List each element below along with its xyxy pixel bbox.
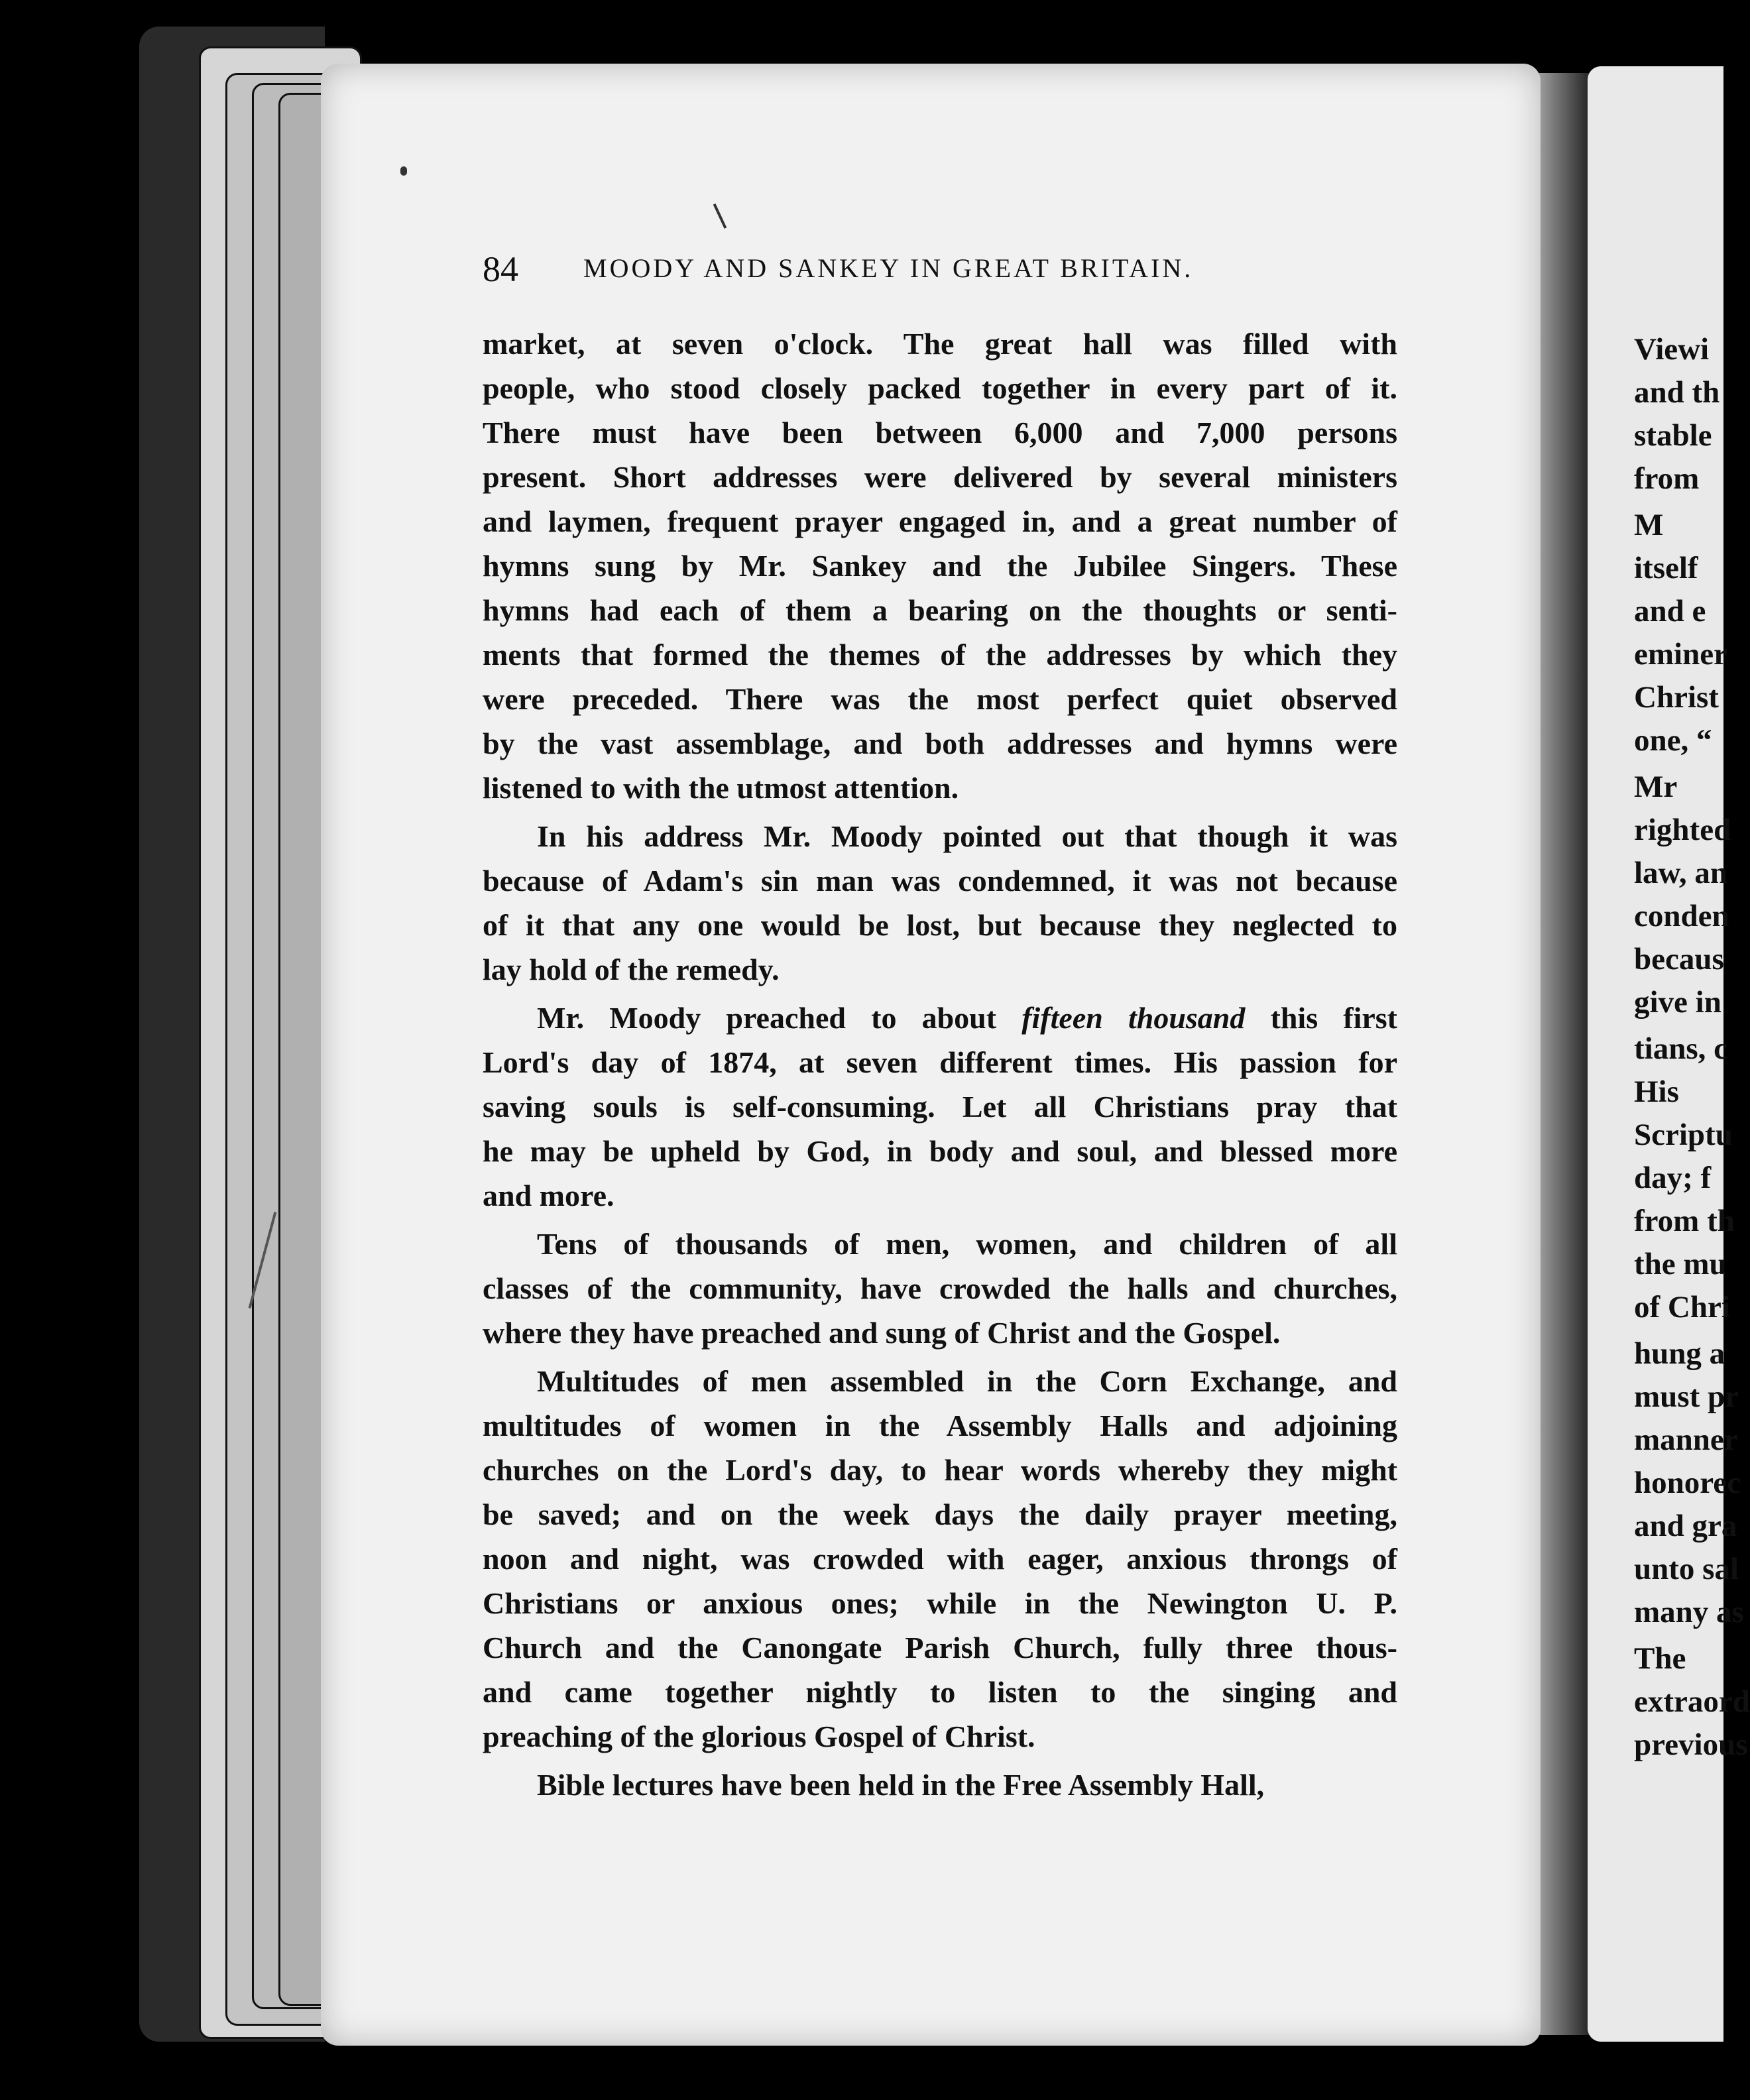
text-line: be saved; and on the week days the daily prayer meeting, [483, 1497, 1397, 1531]
paragraph [483, 996, 1397, 1218]
facing-page-text-fragment: from th [1634, 1204, 1735, 1238]
facing-page-text-fragment: one, “ [1634, 723, 1712, 758]
text-run: this first [1245, 1001, 1397, 1035]
facing-page-text-fragment: law, an [1634, 856, 1728, 890]
text-line: and came together nightly to listen to the singing and [483, 1675, 1397, 1709]
text-line: because of Adam's sin man was condemned, it was not because [483, 864, 1397, 898]
facing-page-text-fragment: manner [1634, 1423, 1738, 1457]
text-line: ments that formed the themes of the addresses by which they [483, 638, 1397, 671]
text-line: There must have been between 6,000 and 7,000 persons [483, 416, 1397, 449]
facing-page-text-fragment: and gra [1634, 1509, 1737, 1543]
text-line: In his address Mr. Moody pointed out that though it was [537, 819, 1397, 853]
facing-page-text-fragment: itself [1634, 551, 1698, 585]
text-line: Church and the Canongate Parish Church, fully three thous- [483, 1631, 1397, 1664]
facing-page-text-fragment: stable [1634, 418, 1712, 453]
text-line [483, 1173, 1397, 1218]
facing-page [1588, 66, 1750, 2042]
running-head: MOODY AND SANKEY IN GREAT BRITAIN. [583, 253, 1194, 283]
text-line: people, who stood closely packed together in every part of it. [483, 371, 1397, 405]
text-line: hymns sung by Mr. Sankey and the Jubilee Singers. These [483, 549, 1397, 583]
facing-page-text-fragment: give in [1634, 985, 1721, 1020]
facing-page-text-fragment: from [1634, 461, 1700, 496]
facing-page-text-fragment: unto sal [1634, 1552, 1739, 1586]
facing-page-text-fragment: conden [1634, 899, 1729, 933]
italic-text-run: fifteen thousand [1021, 1001, 1246, 1035]
paragraph [483, 321, 1397, 810]
text-line: hymns had each of them a bearing on the thoughts or senti- [483, 593, 1397, 627]
facing-page-text-fragment: eminer [1634, 637, 1727, 671]
facing-page-text-fragment: His [1634, 1075, 1679, 1109]
text-run: and more. [483, 1179, 614, 1212]
paragraph [483, 1763, 1397, 1807]
text-run: Lord's day of 1874, at seven different times. His passion for [483, 1045, 1397, 1079]
text-line: market, at seven o'clock. The great hall was filled with [483, 327, 1397, 361]
text-line: multitudes of women in the Assembly Halls and adjoining [483, 1409, 1397, 1442]
facing-page-text-fragment: hung a [1634, 1336, 1725, 1371]
facing-page-text-fragment: must pr [1634, 1379, 1739, 1414]
text-run: Mr. Moody preached to about [537, 1001, 1022, 1035]
text-line [483, 1084, 1397, 1129]
facing-page-text-fragment: previous [1634, 1727, 1748, 1762]
text-line: where they have preached and sung of Christ and the Gospel. [483, 1316, 1281, 1350]
text-run: he may be upheld by God, in body and soul, and blessed more [483, 1134, 1397, 1168]
text-line: Multitudes of men assembled in the Corn Exchange, and [537, 1364, 1397, 1398]
text-line: listened to with the utmost attention. [483, 771, 959, 805]
facing-page-text-fragment: day; f [1634, 1161, 1712, 1195]
text-block [483, 321, 1397, 1811]
facing-page-text-fragment: tians, c [1634, 1031, 1727, 1066]
facing-page-text-fragment: the mu [1634, 1247, 1727, 1281]
facing-page-text-fragment: many as [1634, 1595, 1744, 1629]
facing-page-text-fragment: M [1634, 508, 1664, 542]
facing-page-text-fragment: of Chri [1634, 1290, 1730, 1324]
text-line [483, 1040, 1397, 1084]
text-line: Tens of thousands of men, women, and children of all [537, 1227, 1397, 1261]
text-line: Bible lectures have been held in the Free Assembly Hall, [537, 1768, 1265, 1802]
text-line: churches on the Lord's day, to hear words whereby they might [483, 1453, 1397, 1487]
paragraph [483, 1359, 1397, 1759]
text-line [483, 996, 1397, 1040]
page-header [483, 249, 1331, 288]
text-line: of it that any one would be lost, but because they neglected to [483, 908, 1397, 942]
text-line: Christians or anxious ones; while in the Newington U. P. [483, 1586, 1397, 1620]
text-line: preaching of the glorious Gospel of Christ. [483, 1720, 1035, 1753]
facing-page-text-fragment: Scriptu [1634, 1118, 1733, 1152]
facing-page-text-fragment: and e [1634, 594, 1706, 628]
page-mark-dot [400, 166, 407, 176]
text-line: classes of the community, have crowded the halls and churches, [483, 1271, 1397, 1305]
text-line: lay hold of the remedy. [483, 953, 780, 986]
facing-page-text-fragment: Christ [1634, 680, 1719, 715]
facing-page-text-fragment: righted [1634, 813, 1731, 847]
facing-page-text-fragment: honorec [1634, 1466, 1741, 1500]
page-mark-stroke [713, 204, 727, 229]
facing-page-text-fragment: extraord [1634, 1684, 1750, 1719]
paragraph [483, 1222, 1397, 1355]
facing-page-text-fragment: Mr [1634, 770, 1678, 804]
text-line: were preceded. There was the most perfect quiet observed [483, 682, 1397, 716]
text-line: noon and night, was crowded with eager, anxious throngs of [483, 1542, 1397, 1576]
facing-page-text-fragment: and th [1634, 375, 1720, 410]
text-line: present. Short addresses were delivered by several ministers [483, 460, 1397, 494]
facing-page-text-fragment: becaus [1634, 942, 1724, 976]
page-number: 84 [483, 249, 518, 289]
paragraph [483, 814, 1397, 992]
text-line [483, 1129, 1397, 1173]
text-run: saving souls is self-consuming. Let all Christians pray that [483, 1090, 1397, 1124]
facing-page-text-fragment: The [1634, 1641, 1686, 1676]
text-line: and laymen, frequent prayer engaged in, and a great number of [483, 504, 1397, 538]
text-line: by the vast assemblage, and both addresses and hymns were [483, 727, 1397, 760]
facing-page-text-fragment: Viewi [1634, 332, 1710, 367]
